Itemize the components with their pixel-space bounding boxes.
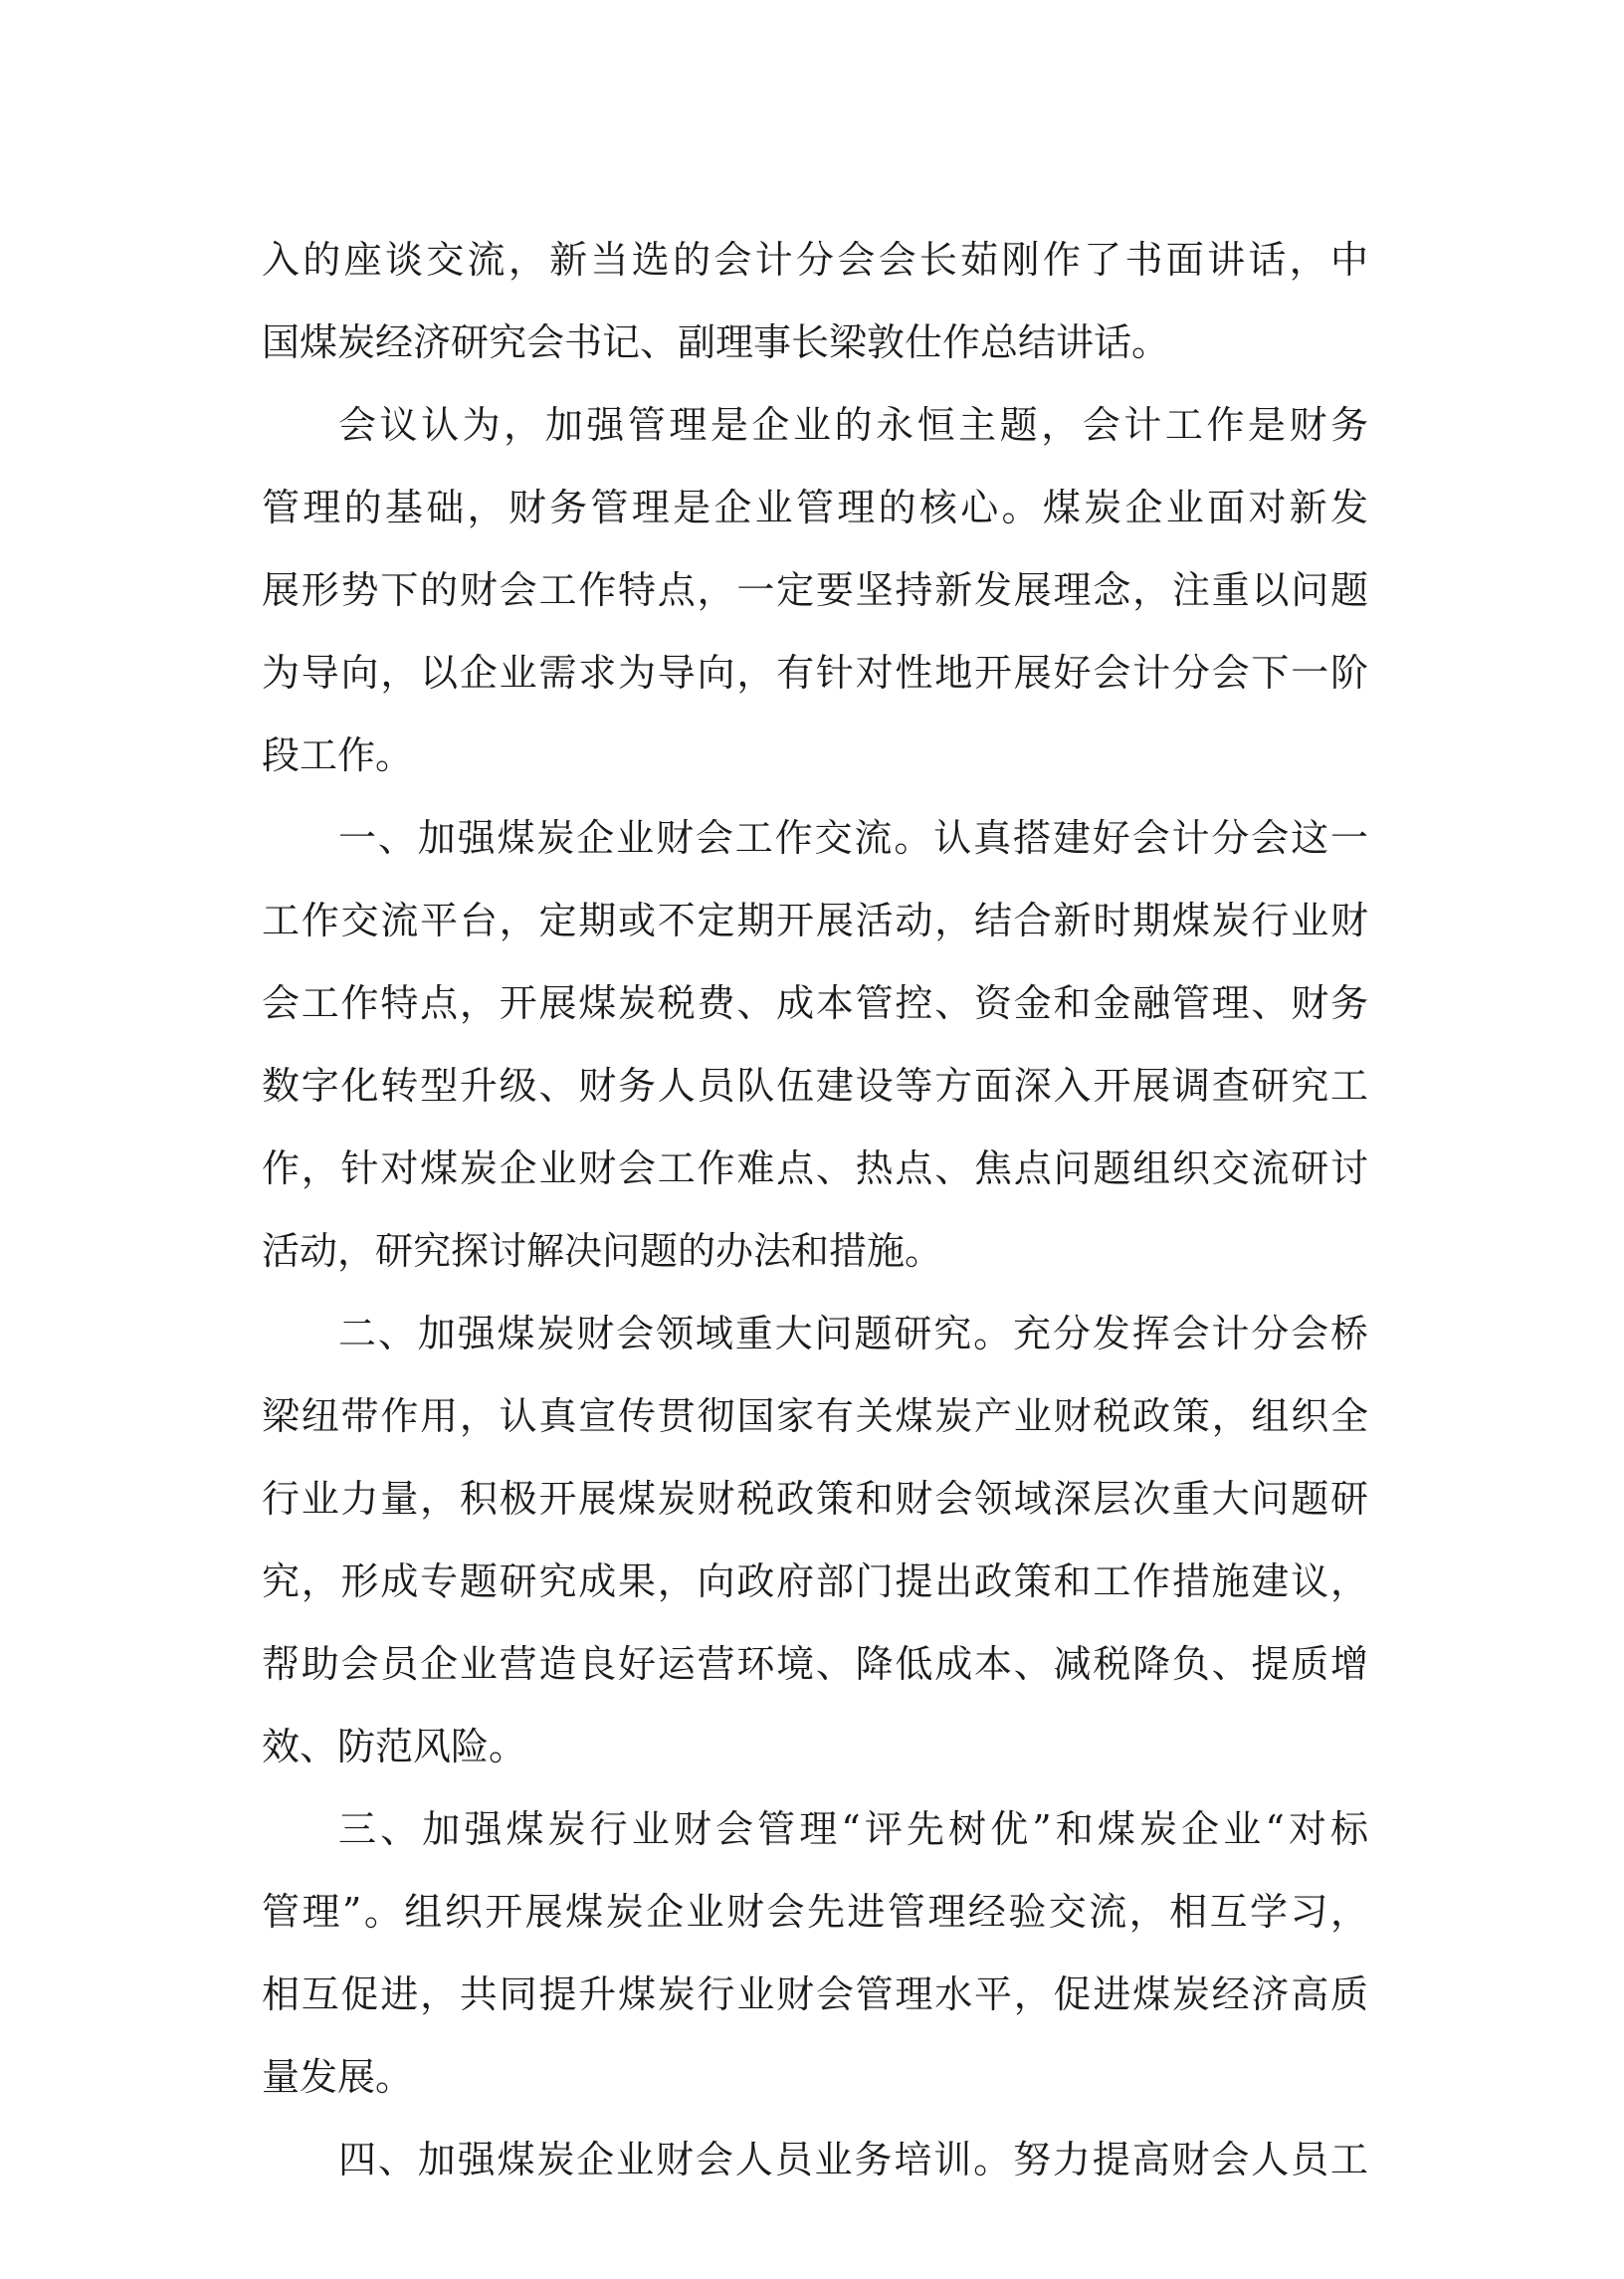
text-line: 三、加强煤炭行业财会管理“评先树优”和煤炭企业“对标 [338,1807,1368,1851]
text-line: 活动，研究探讨解决问题的办法和措施。 [262,1229,943,1273]
text-line: 一、加强煤炭企业财会工作交流。认真搭建好会计分会这一 [338,816,1368,860]
text-line: 会议认为，加强管理是企业的永恒主题，会计工作是财务 [338,403,1368,447]
text-line: 管理的基础，财务管理是企业管理的核心。煤炭企业面对新发 [262,486,1368,529]
text-line: 帮助会员企业营造良好运营环境、降低成本、减税降负、提质增 [262,1642,1368,1686]
text-line: 行业力量，积极开展煤炭财税政策和财会领域深层次重大问题研 [262,1477,1368,1521]
text-line: 工作交流平台，定期或不定期开展活动，结合新时期煤炭行业财 [262,899,1368,942]
text-line: 效、防范风险。 [262,1725,527,1768]
text-line: 管理”。组织开展煤炭企业财会先进管理经验交流，相互学习， [262,1890,1368,1934]
text-line: 量发展。 [262,2055,414,2099]
text-line: 段工作。 [262,733,414,777]
text-line: 相互促进，共同提升煤炭行业财会管理水平，促进煤炭经济高质 [262,1972,1368,2016]
text-line: 入的座谈交流，新当选的会计分会会长茹刚作了书面讲话，中 [262,238,1368,282]
text-line: 四、加强煤炭企业财会人员业务培训。努力提高财会人员工 [338,2138,1368,2181]
text-line: 作，针对煤炭企业财会工作难点、热点、焦点问题组织交流研讨 [262,1146,1368,1190]
text-line: 国煤炭经济研究会书记、副理事长梁敦仕作总结讲话。 [262,320,1170,364]
text-line: 二、加强煤炭财会领域重大问题研究。充分发挥会计分会桥 [338,1312,1368,1355]
text-line: 梁纽带作用，认真宣传贯彻国家有关煤炭产业财税政策，组织全 [262,1394,1368,1438]
text-line: 究，形成专题研究成果，向政府部门提出政策和工作措施建议， [262,1559,1368,1603]
text-line: 展形势下的财会工作特点，一定要坚持新发展理念，注重以问题 [262,568,1368,612]
text-line: 数字化转型升级、财务人员队伍建设等方面深入开展调查研究工 [262,1064,1368,1108]
text-line: 会工作特点，开展煤炭税费、成本管控、资金和金融管理、财务 [262,981,1368,1025]
text-line: 为导向，以企业需求为导向，有针对性地开展好会计分会下一阶 [262,651,1368,695]
